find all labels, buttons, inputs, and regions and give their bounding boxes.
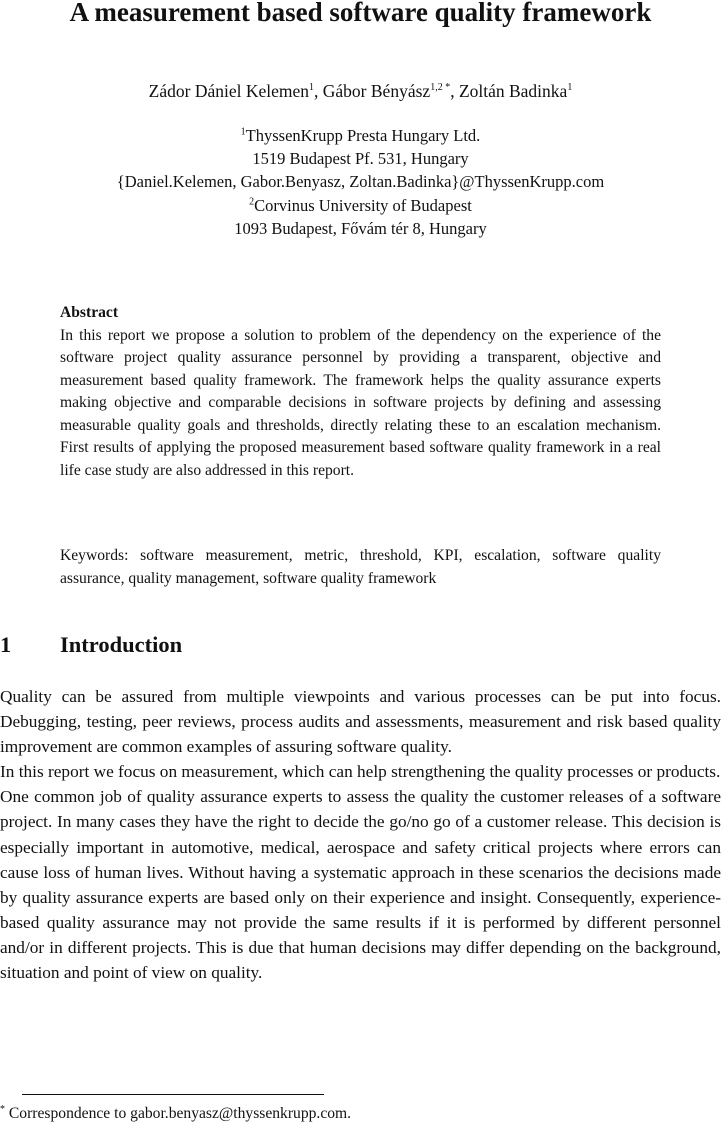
- section-title: Introduction: [60, 632, 183, 657]
- affiliation-address: 1519 Budapest Pf. 531, Hungary: [252, 149, 469, 169]
- abstract-text: In this report we propose a solution to problem of the dependency on the experience of the software project quality assurance personnel by providing a transparent, objective and measurement based quality framework. The framework helps the quality assurance experts making objective and comparable decisions in software projects by defining and assessing measurable quality goals and thresholds, directly relating these to an escalation mechanism. First results of applying the proposed measurement based software quality framework in a real life case study are also addressed in this report.: [60, 326, 661, 479]
- paragraph: In this report we focus on measurement, which can help strengthening the quality processes or products.: [0, 762, 721, 782]
- footnote: [0, 1104, 351, 1124]
- paragraph: Quality can be assured from multiple viewpoints and various processes can be put into focus. Debugging, testing, peer reviews, process audits and assessments, measurement and risk based quality improvement are common examples of assuring software quality.: [0, 687, 721, 757]
- keywords: Keywords: software measurement, metric, threshold, KPI, escalation, software quality assurance, quality management, software quality framework: [60, 547, 661, 587]
- author-affiliation-mark: 1: [309, 82, 315, 94]
- paragraph: One common job of quality assurance experts to assess the quality the customer releases of a software project. In many cases they have the right to decide the go/no go of a customer release. This decision is especially important in automotive, medical, aerospace and safety critical projects where errors can cause loss of human lives. Without having a systematic approach in these scenarios the decisions made by quality assurance experts are based only on their experience and insight. Consequently, experience-based quality assurance may not provide the same results if it is performed by different personnel and/or in different projects. This is due that human decisions may differ depending on the background, situation and point of view on quality.: [0, 787, 721, 983]
- affiliation-mark: 1: [240, 126, 246, 138]
- body-text: [0, 684, 721, 985]
- author-list: [0, 79, 721, 103]
- section-number: 1: [0, 632, 12, 657]
- footnote-mark: *: [0, 1103, 5, 1115]
- abstract-heading: Abstract: [60, 304, 119, 321]
- affiliation-1: [0, 124, 721, 147]
- footnote-text: Correspondence to gabor.benyasz@thyssenkrupp.com.: [5, 1105, 352, 1122]
- affiliation-name: Corvinus University of Budapest: [254, 195, 472, 215]
- author-name: Zoltán Badinka: [458, 81, 568, 101]
- author-name: Zádor Dániel Kelemen: [148, 81, 310, 101]
- affiliations: [0, 124, 721, 240]
- paper-title: A measurement based software quality framework: [69, 0, 652, 27]
- affiliation-name: ThyssenKrupp Presta Hungary Ltd.: [245, 126, 481, 145]
- author-separator: ,: [450, 81, 459, 101]
- affiliation-2: [0, 194, 721, 217]
- affiliation-address: 1093 Budapest, Fővám tér 8, Hungary: [234, 218, 487, 238]
- abstract: [60, 302, 661, 482]
- author-affiliation-mark: 1: [567, 82, 573, 94]
- affiliation-mark: 2: [249, 196, 255, 208]
- author-name: Gábor Bényász: [322, 81, 431, 101]
- author-emails: {Daniel.Kelemen, Gabor.Benyasz, Zoltan.Badinka}@ThyssenKrupp.com: [116, 172, 605, 192]
- footnote-divider: [22, 1094, 324, 1095]
- author-separator: ,: [314, 81, 323, 101]
- author-affiliation-mark: 1,2 *: [430, 82, 451, 94]
